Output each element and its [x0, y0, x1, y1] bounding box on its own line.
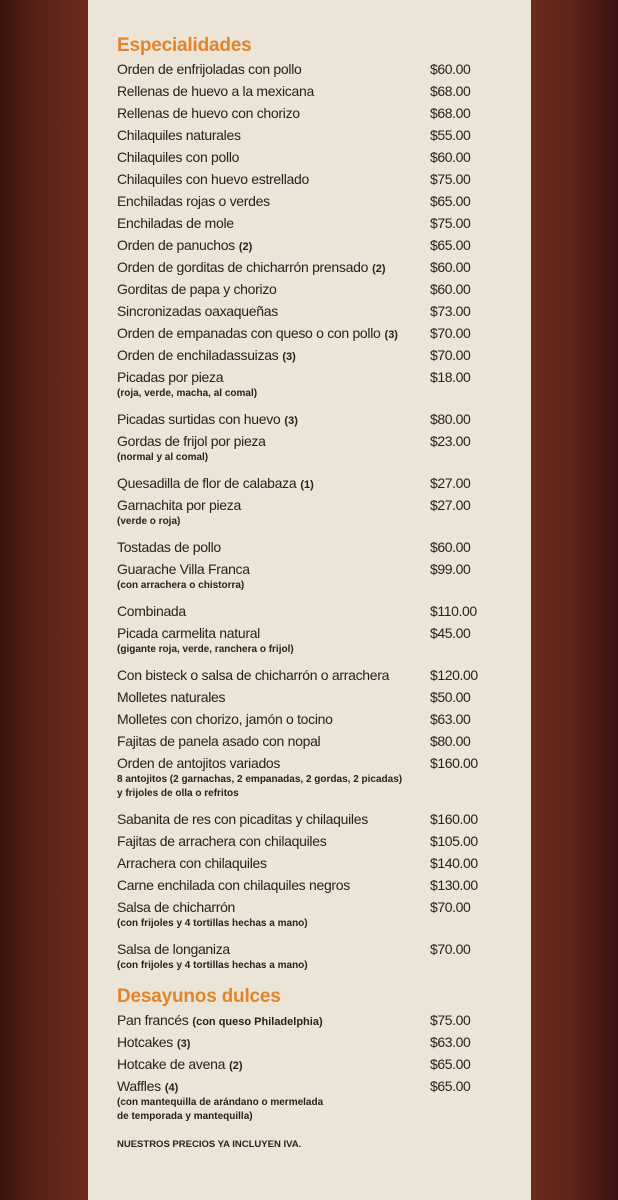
menu-item: [117, 234, 517, 256]
menu-sections: [117, 34, 517, 1124]
menu-item-price: $60.00: [430, 61, 471, 77]
menu-item-price: $65.00: [430, 193, 471, 209]
menu-item-name: Salsa de chicharrón: [117, 899, 236, 915]
menu-item-row: [117, 752, 517, 774]
menu-item: [117, 730, 517, 752]
menu-item-name: Orden de panuchos: [117, 237, 235, 253]
menu-item: [117, 1009, 517, 1031]
menu-item: [117, 256, 517, 278]
menu-item-name: Sincronizadas oaxaqueñas: [117, 303, 278, 319]
menu-item-note: [117, 387, 517, 401]
menu-item-price: $63.00: [430, 1034, 471, 1050]
menu-item-name: Sabanita de res con picaditas y chilaquiles: [117, 811, 368, 827]
menu-item-name: Chilaquiles con pollo: [117, 149, 240, 165]
menu-item-note-line: (gigante roja, verde, ranchera o frijol): [117, 644, 294, 655]
menu-item-row: [117, 686, 517, 708]
menu-item-name: Chilaquiles naturales: [117, 127, 241, 143]
menu-item: [117, 408, 517, 430]
menu-item-name: Quesadilla de flor de calabaza: [117, 475, 297, 491]
menu-item-name: Molletes con chorizo, jamón o tocino: [117, 711, 333, 727]
menu-item-price: $60.00: [430, 281, 471, 297]
menu-item-note-line: (verde o roja): [117, 516, 181, 527]
menu-item-price: $70.00: [430, 347, 471, 363]
menu-item-price: $45.00: [430, 625, 471, 641]
menu-item-row: [117, 874, 517, 896]
menu-item-row: [117, 168, 517, 190]
menu-item-name: Hotcake de avena: [117, 1056, 226, 1072]
menu-item: [117, 896, 517, 931]
menu-item-price: $110.00: [430, 603, 477, 619]
menu-item-name: Enchiladas rojas o verdes: [117, 193, 270, 209]
menu-item-row: [117, 322, 517, 344]
menu-section: [117, 985, 517, 1009]
tax-footer: NUESTROS PRECIOS YA INCLUYEN IVA.: [117, 1139, 302, 1150]
menu-item-price: $65.00: [430, 237, 471, 253]
menu-item-name: Arrachera con chilaquiles: [117, 855, 267, 871]
menu-item-name: Fajitas de arrachera con chilaquiles: [117, 833, 327, 849]
menu-item-qty: (3): [284, 415, 298, 427]
menu-item: [117, 1075, 517, 1124]
menu-item: [117, 752, 517, 801]
menu-item: [117, 212, 517, 234]
menu-item-row: [117, 366, 517, 388]
menu-item-price: $60.00: [430, 539, 471, 555]
menu-item-price: $70.00: [430, 941, 471, 957]
menu-item-row: [117, 730, 517, 752]
menu-item-qty: (4): [164, 1082, 179, 1094]
menu-item-name: Gordas de frijol por pieza: [117, 433, 266, 449]
menu-item-price: $63.00: [430, 711, 471, 727]
menu-item-note: [117, 917, 517, 931]
menu-item-name: Carne enchilada con chilaquiles negros: [117, 877, 350, 893]
menu-item-price: $160.00: [430, 811, 478, 827]
menu-item: [117, 808, 517, 830]
menu-item: [117, 190, 517, 212]
menu-content: [117, 34, 517, 1152]
menu-item-name: Fajitas de panela asado con nopal: [117, 733, 321, 749]
menu-item: [117, 536, 517, 558]
menu-item-name: Enchiladas de mole: [117, 215, 234, 231]
menu-item-row: [117, 124, 517, 146]
menu-item: [117, 344, 517, 366]
menu-item: [117, 146, 517, 168]
menu-item-name: Tostadas de pollo: [117, 539, 221, 555]
menu-item-name: Con bisteck o salsa de chicharrón o arrachera: [117, 667, 390, 683]
menu-item-name: Orden de enfrijoladas con pollo: [117, 61, 302, 77]
menu-item-row: [117, 808, 517, 830]
menu-item: [117, 124, 517, 146]
menu-item-row: [117, 1075, 517, 1097]
menu-item-note-line: (con arrachera o chistorra): [117, 580, 245, 591]
menu-item-row: [117, 408, 517, 430]
menu-item: [117, 686, 517, 708]
menu-item: [117, 1031, 517, 1053]
menu-item-price: $75.00: [430, 215, 471, 231]
menu-item-row: [117, 234, 517, 256]
menu-item-price: $23.00: [430, 433, 471, 449]
menu-item-row: [117, 102, 517, 124]
menu-item-name: Orden de gorditas de chicharrón prensado: [117, 259, 369, 275]
menu-item-row: [117, 664, 517, 686]
menu-item-row: [117, 622, 517, 644]
menu-item: [117, 622, 517, 657]
menu-item-row: [117, 830, 517, 852]
menu-item: [117, 168, 517, 190]
menu-item: [117, 102, 517, 124]
menu-item-price: $160.00: [430, 755, 478, 771]
menu-item: [117, 80, 517, 102]
menu-item-price: $105.00: [430, 833, 478, 849]
menu-item-row: [117, 256, 517, 278]
menu-item-row: [117, 558, 517, 580]
menu-item-price: $55.00: [430, 127, 471, 143]
menu-item-row: [117, 600, 517, 622]
menu-item-name: Rellenas de huevo con chorizo: [117, 105, 300, 121]
menu-item-name: Picada carmelita natural: [117, 625, 260, 641]
menu-item-qty: (3): [282, 351, 296, 363]
menu-item-price: $80.00: [430, 411, 471, 427]
menu-item-note-line: (normal y al comal): [117, 452, 209, 463]
menu-item: [117, 830, 517, 852]
menu-item-row: [117, 190, 517, 212]
menu-item-row: [117, 344, 517, 366]
menu-item-note: [117, 579, 517, 593]
menu-item-row: [117, 852, 517, 874]
menu-item-price: $60.00: [430, 259, 471, 275]
menu-item-note-line: (con mantequilla de arándano o mermelada: [117, 1097, 324, 1108]
menu-item: [117, 278, 517, 300]
menu-item-price: $75.00: [430, 171, 471, 187]
menu-item-name: Guarache Villa Franca: [117, 561, 250, 577]
menu-item-note: [117, 959, 517, 973]
menu-item: [117, 366, 517, 401]
menu-item-name: Salsa de longaniza: [117, 941, 230, 957]
menu-item-row: [117, 1031, 517, 1053]
menu-item-row: [117, 938, 517, 960]
menu-item: [117, 664, 517, 686]
menu-item-name: Orden de antojitos variados: [117, 755, 281, 771]
menu-item-price: $27.00: [430, 475, 471, 491]
menu-item-row: [117, 146, 517, 168]
menu-item: [117, 322, 517, 344]
menu-item: [117, 938, 517, 973]
menu-item-row: [117, 536, 517, 558]
menu-item-price: $73.00: [430, 303, 471, 319]
menu-item-price: $80.00: [430, 733, 471, 749]
menu-item-row: [117, 896, 517, 918]
menu-item-name: Picadas por pieza: [117, 369, 224, 385]
menu-item-row: [117, 278, 517, 300]
menu-item-price: $68.00: [430, 83, 471, 99]
menu-item-price: $70.00: [430, 899, 471, 915]
menu-item-name: Picadas surtidas con huevo: [117, 411, 281, 427]
menu-item-price: $130.00: [430, 877, 478, 893]
menu-item-note-line: de temporada y mantequilla): [117, 1111, 253, 1122]
menu-item: [117, 494, 517, 529]
menu-item-qty: (2): [372, 263, 386, 275]
menu-item-price: $18.00: [430, 369, 471, 385]
menu-item: [117, 1053, 517, 1075]
menu-item-name: Pan francés: [117, 1012, 189, 1028]
menu-item-row: [117, 708, 517, 730]
menu-item-row: [117, 58, 517, 80]
menu-item-note: [117, 773, 517, 801]
menu-item: [117, 300, 517, 322]
menu-item: [117, 472, 517, 494]
menu-item-price: $140.00: [430, 855, 478, 871]
menu-item-name: Molletes naturales: [117, 689, 226, 705]
menu-item-qty: (2): [238, 241, 253, 253]
menu-item-price: $65.00: [430, 1056, 471, 1072]
menu-item-note-line: (con frijoles y 4 tortillas hechas a mano): [117, 960, 308, 971]
menu-item-name: Orden de enchiladassuizas: [117, 347, 279, 363]
menu-item-row: [117, 80, 517, 102]
menu-item-note-line: (con frijoles y 4 tortillas hechas a mano): [117, 918, 308, 929]
menu-item-row: [117, 494, 517, 516]
menu-item-qty: (1): [300, 479, 314, 491]
menu-item-row: [117, 430, 517, 452]
menu-item-row: [117, 472, 517, 494]
menu-item-name: Combinada: [117, 603, 186, 619]
menu-item-row: [117, 300, 517, 322]
menu-item-note-line: y frijoles de olla o refritos: [117, 788, 239, 799]
menu-item-qty: (3): [176, 1038, 191, 1050]
menu-item-price: $75.00: [430, 1012, 471, 1028]
menu-item-name: Rellenas de huevo a la mexicana: [117, 83, 314, 99]
menu-item-price: $27.00: [430, 497, 471, 513]
menu-item-note: [117, 1096, 517, 1124]
menu-item-name: Waffles: [117, 1078, 161, 1094]
menu-item-name: Chilaquiles con huevo estrellado: [117, 171, 309, 187]
menu-item-name: Hotcakes: [117, 1034, 173, 1050]
section-title: Especialidades: [117, 35, 252, 56]
menu-item-price: $65.00: [430, 1078, 471, 1094]
menu-item-price: $120.00: [430, 667, 478, 683]
menu-item-price: $60.00: [430, 149, 471, 165]
menu-item-name: Garnachita por pieza: [117, 497, 241, 513]
menu-item-name: Orden de empanadas con queso o con pollo: [117, 325, 381, 341]
menu-item-note: [117, 643, 517, 657]
menu-item-price: $68.00: [430, 105, 471, 121]
section-title: Desayunos dulces: [117, 986, 281, 1007]
menu-item-note-line: 8 antojitos (2 garnachas, 2 empanadas, 2 gordas, 2 picadas): [117, 774, 403, 785]
menu-item-row: [117, 212, 517, 234]
menu-item-qty: (3): [384, 329, 398, 341]
menu-item-row: [117, 1053, 517, 1075]
menu-item-note: [117, 515, 517, 529]
menu-item: [117, 600, 517, 622]
menu-item-row: [117, 1009, 517, 1031]
menu-item: [117, 430, 517, 465]
menu-item-price: $99.00: [430, 561, 471, 577]
menu-item-price: $50.00: [430, 689, 471, 705]
menu-item: [117, 874, 517, 896]
menu-item: [117, 708, 517, 730]
menu-item-qty: (con queso Philadelphia): [192, 1016, 323, 1028]
menu-item-price: $70.00: [430, 325, 471, 341]
menu-item: [117, 558, 517, 593]
menu-section: [117, 34, 517, 58]
menu-item-name: Gorditas de papa y chorizo: [117, 281, 277, 297]
menu-item: [117, 852, 517, 874]
menu-item-note-line: (roja, verde, macha, al comal): [117, 388, 258, 399]
menu-item-qty: (2): [229, 1060, 243, 1072]
menu-item-note: [117, 451, 517, 465]
menu-item: [117, 58, 517, 80]
